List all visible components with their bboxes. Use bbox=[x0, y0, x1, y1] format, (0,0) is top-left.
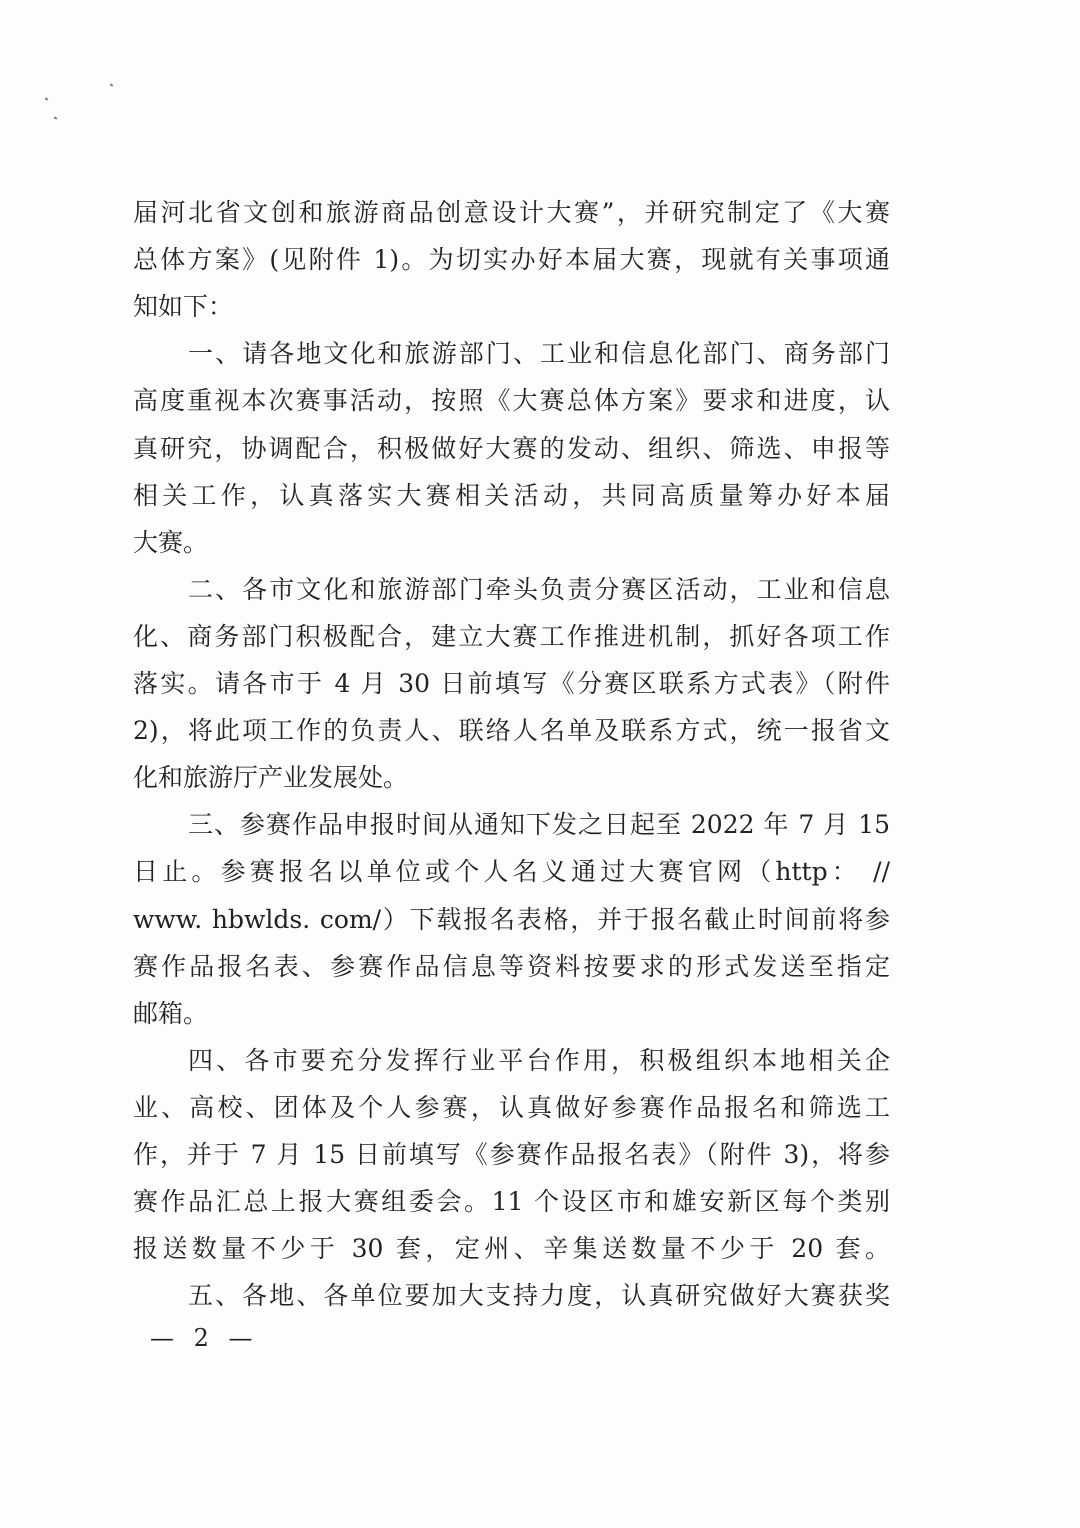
text-line: 作，并于 7 月 15 日前填写《参赛作品报名表》（附件 3)，将参 bbox=[133, 1140, 890, 1169]
text-line: 化和旅游厅产业发展处。 bbox=[133, 763, 409, 793]
text-line: 四、各市要充分发挥行业平台作用，积极组织本地相关企 bbox=[188, 1045, 890, 1075]
scan-speck bbox=[54, 116, 58, 119]
text-line: 化、商务部门积极配合，建立大赛工作推进机制，抓好各项工作 bbox=[133, 621, 890, 651]
text-line: 邮箱。 bbox=[133, 998, 209, 1028]
text-line: 一、请各地文化和旅游部门、工业和信息化部门、商务部门 bbox=[188, 339, 890, 369]
text-line: 知如下： bbox=[133, 292, 234, 322]
text-line: 三、参赛作品申报时间从通知下发之日起至 2022 年 7 月 15 bbox=[188, 810, 890, 840]
scan-speck bbox=[110, 83, 114, 86]
text-line: 落实。请各市于 4 月 30 日前填写《分赛区联系方式表》（附件 bbox=[133, 669, 890, 698]
text-line: 总体方案》(见附件 1)。为切实办好本届大赛，现就有关事项通 bbox=[133, 245, 890, 275]
text-line: 高度重视本次赛事活动，按照《大赛总体方案》要求和进度，认 bbox=[133, 386, 890, 416]
text-line: 赛作品汇总上报大赛组委会。11 个设区市和雄安新区每个类别 bbox=[133, 1187, 890, 1217]
text-line: 业、高校、团体及个人参赛，认真做好参赛作品报名和筛选工 bbox=[133, 1092, 890, 1122]
text-line: 五、各地、各单位要加大支持力度，认真研究做好大赛获奖 bbox=[188, 1281, 890, 1311]
text-line: www. hbwlds. com/）下载报名表格，并于报名截止时间前将参 bbox=[133, 904, 890, 934]
text-line: 大赛。 bbox=[133, 527, 209, 557]
text-line: 日止。参赛报名以单位或个人名义通过大赛官网（http： // bbox=[133, 857, 890, 887]
scan-speck bbox=[45, 97, 49, 100]
text-line: 报送数量不少于 30 套，定州、辛集送数量不少于 20 套。 bbox=[133, 1234, 890, 1264]
text-line: 真研究，协调配合，积极做好大赛的发动、组织、筛选、申报等 bbox=[133, 433, 890, 463]
page-number: — 2 — bbox=[150, 1324, 259, 1352]
text-line: 届河北省文创和旅游商品创意设计大赛”，并研究制定了《大赛 bbox=[133, 198, 890, 227]
text-line: 二、各市文化和旅游部门牵头负责分赛区活动，工业和信息 bbox=[188, 574, 890, 604]
text-line: 相关工作，认真落实大赛相关活动，共同高质量筹办好本届 bbox=[133, 480, 890, 510]
text-line: 2)，将此项工作的负责人、联络人名单及联系方式，统一报省文 bbox=[133, 716, 890, 746]
text-line: 赛作品报名表、参赛作品信息等资料按要求的形式发送至指定 bbox=[133, 951, 890, 981]
